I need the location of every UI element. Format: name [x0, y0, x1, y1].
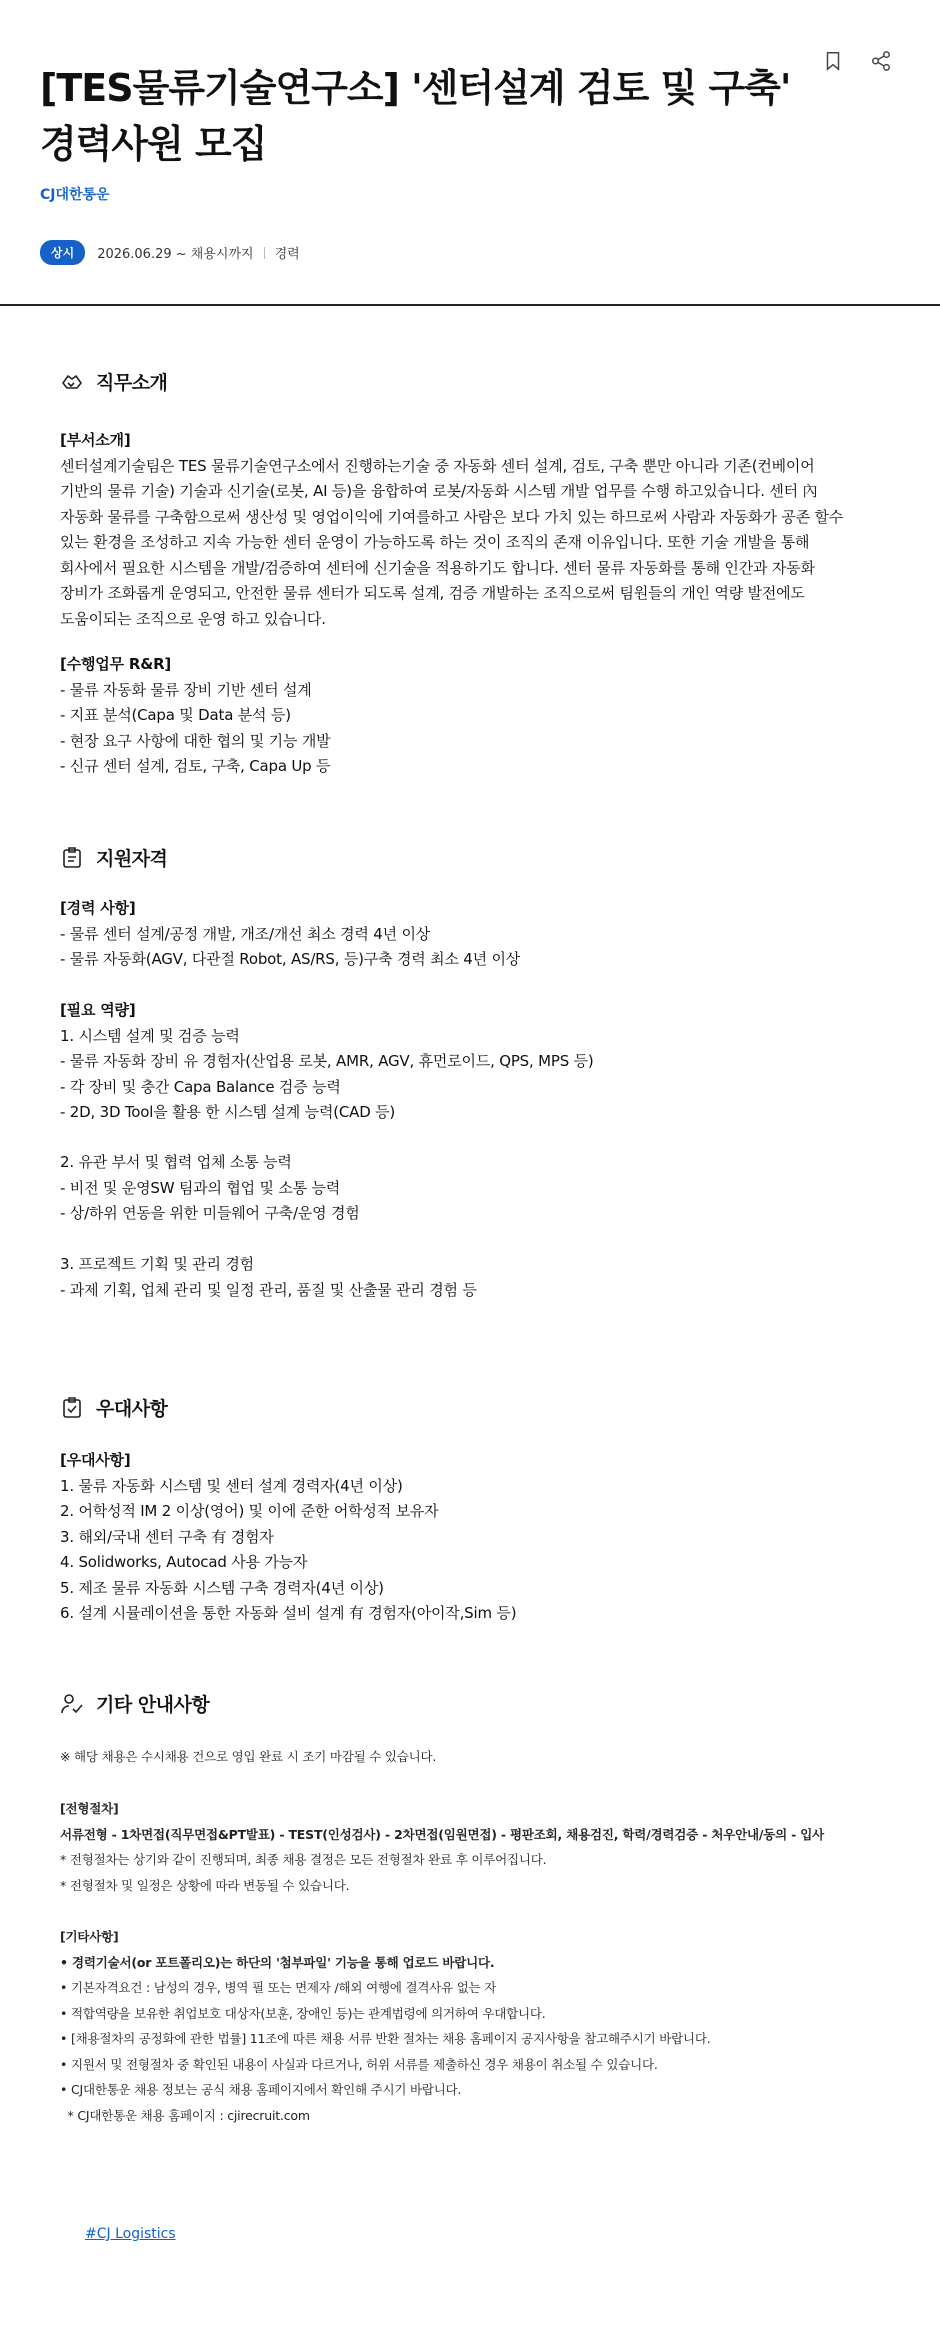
list-item: - 지표 분석(Capa 및 Data 분석 등) — [60, 706, 291, 724]
list-item: 6. 설계 시뮬레이션을 통한 자동화 설비 설계 有 경험자(아이작,Sim 등) — [60, 1604, 517, 1622]
list-item: - 상/하위 연동을 위한 미들웨어 구축/운영 경험 — [60, 1204, 360, 1222]
other-item: • 지원서 및 전형절차 중 확인된 내용이 사실과 다르거나, 허위 서류를 제출하신 경우 채용이 취소될 수 있습니다. — [60, 2056, 658, 2072]
skill-heading: [필요 역량] — [60, 1001, 136, 1019]
dept-line: 센터설계기술팀은 TES 물류기술연구소에서 진행하는기술 중 자동화 센터 설계, 검토, 구축 뿐만 아니라 기존(컨베이어 — [60, 456, 815, 475]
skill-group-2 — [60, 1150, 880, 1227]
list-item: - 물류 자동화(AGV, 다관절 Robot, AS/RS, 등)구축 경력 최소 4년 이상 — [60, 950, 521, 968]
other-info — [60, 1924, 880, 2128]
list-item: - 신규 센터 설계, 검토, 구축, Capa Up 등 — [60, 757, 331, 775]
process-heading: [전형절차] — [60, 1801, 119, 1816]
recruit-homepage: * CJ대한통운 채용 홈페이지 : cjirecruit.com — [60, 2107, 310, 2123]
hashtag-link[interactable]: #CJ Logistics — [85, 2226, 176, 2242]
skill-requirements — [60, 998, 880, 1126]
list-item: - 물류 자동화 장비 유 경험자(산업용 로봇, AMR, AGV, 휴먼로이드, QPS, MPS 등) — [60, 1052, 594, 1070]
preference-list — [60, 1448, 880, 1627]
section-title: 직무소개 — [96, 372, 168, 394]
company-link[interactable]: CJ대한통운 — [40, 187, 110, 203]
process-note: * 전형절차 및 일정은 상황에 따라 변동될 수 있습니다. — [60, 1877, 350, 1893]
list-item: 3. 프로젝트 기획 및 관리 경험 — [60, 1255, 254, 1273]
rr-list — [60, 652, 880, 780]
page-title: [TES물류기술연구소] '센터설계 검토 및 구축' 경력사원 모집 — [40, 66, 791, 166]
career-heading: [경력 사항] — [60, 899, 136, 917]
section-qualification-header — [60, 844, 167, 871]
other-item: • 기본자격요건 : 남성의 경우, 병역 필 또는 면제자 /해외 여행에 결격사유 없는 자 — [60, 1980, 497, 1995]
meta-row — [40, 240, 300, 265]
list-item: 2. 유관 부서 및 협력 업체 소통 능력 — [60, 1153, 292, 1171]
dept-line: 자동화 물류를 구축함으로써 생산성 및 영업이익에 기여를하고 사람은 보다 가치 있는 하므로써 사람과 자동화가 공존 할수 — [60, 507, 844, 526]
recruit-period: 2026.06.29 ~ 채용시까지 — [97, 247, 254, 262]
status-badge: 상시 — [40, 240, 85, 265]
bookmark-icon[interactable] — [820, 48, 846, 74]
job-post-header — [0, 0, 940, 306]
etc-notice — [60, 1744, 880, 1770]
dept-intro — [60, 428, 880, 632]
person-check-icon — [60, 1692, 84, 1716]
header-actions — [820, 48, 894, 74]
list-item: - 물류 자동화 물류 장비 기반 센터 설계 — [60, 680, 312, 699]
dept-line: 장비가 조화롭게 운영되고, 안전한 물류 센터가 되도록 설계, 검증 개발하는 조직으로써 팀원들의 개인 역량 발전에도 — [60, 584, 805, 602]
skill-group-3 — [60, 1252, 880, 1303]
clipboard-check-icon — [60, 1396, 84, 1420]
list-item: - 2D, 3D Tool을 활용 한 시스템 설계 능력(CAD 등) — [60, 1103, 396, 1121]
dept-line: 있는 환경을 조성하고 지속 가능한 센터 운영이 가능하도록 하는 것이 조직의 존재 이유입니다. 또한 기술 개발을 통해 — [60, 533, 810, 551]
list-item: - 비전 및 운영SW 팀과의 협업 및 소통 능력 — [60, 1178, 341, 1197]
list-item: 5. 제조 물류 자동화 시스템 구축 경력자(4년 이상) — [60, 1578, 384, 1597]
career-requirements — [60, 896, 880, 973]
list-item: - 현장 요구 사항에 대한 협의 및 기능 개발 — [60, 731, 331, 750]
section-preference-header — [60, 1394, 167, 1421]
other-item: • 경력기술서(or 포트폴리오)는 하단의 '첨부파일' 기능을 통해 업로드 바랍니다. — [60, 1954, 495, 1970]
list-item: - 물류 센터 설계/공정 개발, 개조/개선 최소 경력 4년 이상 — [60, 924, 431, 943]
other-item: • 적합역량을 보유한 취업보호 대상자(보훈, 장애인 등)는 관계법령에 의거하여 우대합니다. — [60, 2005, 546, 2021]
dept-line: 회사에서 필요한 시스템을 개발/검증하여 센터에 신기술을 적용하기도 합니다. 센터 물류 자동화를 통해 인간과 자동화 — [60, 558, 815, 577]
list-item: 1. 시스템 설계 및 검증 능력 — [60, 1026, 240, 1045]
other-heading: [기타사항] — [60, 1929, 119, 1944]
section-etc-header — [60, 1690, 209, 1717]
divider — [264, 247, 265, 259]
rr-heading: [수행업무 R&R] — [60, 655, 172, 673]
list-item: 2. 어학성적 IM 2 이상(영어) 및 이에 준한 어학성적 보유자 — [60, 1502, 439, 1520]
notice-text: ※ 해당 채용은 수시채용 건으로 영입 완료 시 조기 마감될 수 있습니다. — [60, 1749, 437, 1764]
other-item: • [채용절차의 공정화에 관한 법률] 11조에 따른 채용 서류 반환 절차는 채용 홈페이지 공지사항을 참고해주시기 바랍니다. — [60, 2031, 711, 2046]
list-item: 3. 해외/국내 센터 구축 有 경험자 — [60, 1527, 274, 1546]
section-title: 지원자격 — [96, 848, 168, 870]
dept-heading: [부서소개] — [60, 431, 131, 449]
dept-line: 도움이되는 조직으로 운영 하고 있습니다. — [60, 609, 326, 628]
section-job-header — [60, 368, 167, 395]
other-item: • CJ대한통운 채용 정보는 공식 채용 홈페이지에서 확인해 주시기 바랍니다. — [60, 2082, 462, 2097]
process-steps: 서류전형 - 1차면접(직무면접&PT발표) - TEST(인성검사) - 2차면접(임원면접) - 평판조회, 채용검진, 학력/경력검증 - 처우안내/동의 - 입사 — [60, 1826, 824, 1842]
share-icon[interactable] — [868, 48, 894, 74]
preference-heading: [우대사항] — [60, 1451, 131, 1469]
list-item: 1. 물류 자동화 시스템 및 센터 설계 경력자(4년 이상) — [60, 1476, 403, 1495]
process-note: * 전형절차는 상기와 같이 진행되며, 최종 채용 결정은 모든 전형절차 완료 후 이루어집니다. — [60, 1852, 547, 1867]
section-title: 우대사항 — [96, 1398, 168, 1420]
section-title: 기타 안내사항 — [96, 1694, 210, 1716]
list-item: 4. Solidworks, Autocad 사용 가능자 — [60, 1553, 308, 1571]
list-item: - 각 장비 및 충간 Capa Balance 검증 능력 — [60, 1077, 341, 1096]
dept-line: 기반의 물류 기술) 기술과 신기술(로봇, AI 등)을 융합하여 로봇/자동화 시스템 개발 업무를 수행 하고있습니다. 센터 內 — [60, 482, 818, 500]
career-type: 경력 — [274, 247, 300, 262]
clipboard-list-icon — [60, 846, 84, 870]
process-info — [60, 1796, 880, 1898]
handshake-icon — [60, 370, 84, 394]
list-item: - 과제 기획, 업체 관리 및 일정 관리, 품질 및 산출물 관리 경험 등 — [60, 1280, 477, 1299]
